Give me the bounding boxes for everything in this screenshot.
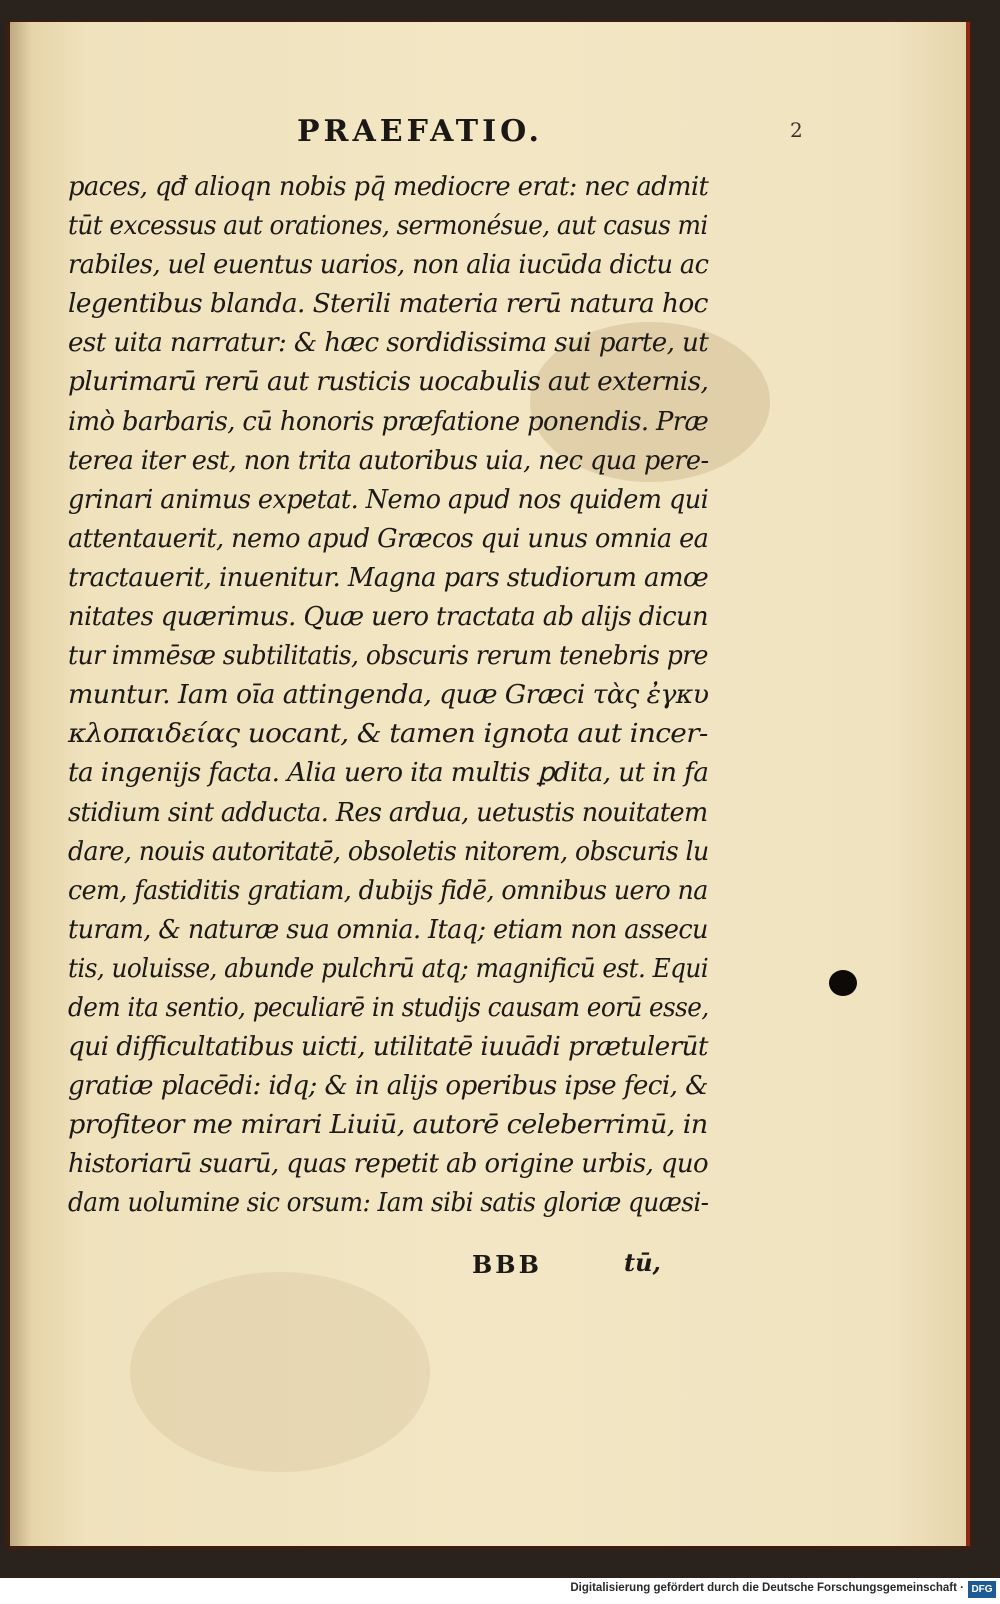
text-line: rabiles, uel euentus uarios, non alia iucūda dictu ac [68, 250, 709, 281]
paper-stain [130, 1272, 430, 1472]
digitization-credit: Digitalisierung gefördert durch die Deutsche Forschungsgemeinschaft · [570, 1582, 964, 1594]
body-text [68, 168, 708, 1224]
text-line: tur immēsæ subtilitatis, obscuris rerum tenebris pre [68, 641, 708, 672]
text-line: stidium sint adducta. Res ardua, uetustis nouitatem [68, 797, 708, 828]
text-line: tis, uoluisse, abunde pulchrū atq; magnificū est. Equi [68, 953, 709, 984]
text-line: profiteor me mirari Liuiū, autorē celeberrimū, in [68, 1110, 708, 1141]
text-line: dare, nouis autoritatē, obsoletis nitorem, obscuris lu [68, 836, 709, 867]
gutter-shadow [10, 22, 32, 1546]
text-line: qui difficultatibus uicti, utilitatē iuuādi prætulerūt [68, 1032, 708, 1063]
text-line: gratiæ placēdi: idq; & in alijs operibus ipse feci, & [68, 1071, 708, 1102]
signature-mark: BBB [472, 1250, 542, 1279]
text-line: historiarū suarū, quas repetit ab origine urbis, quo [68, 1149, 709, 1180]
book-page [10, 22, 970, 1546]
running-title: PRAEFATIO. [297, 114, 543, 149]
text-line: attentauerit, nemo apud Græcos qui unus omnia ea [68, 523, 709, 554]
text-line: κλοπαιδείας uocant, & tamen ignota aut incer- [68, 719, 708, 750]
text-line: tractauerit, inuenitur. Magna pars studiorum amœ [68, 562, 709, 593]
text-line: plurimarū rerū aut rusticis uocabulis aut externis, [68, 367, 709, 398]
text-line: dam uolumine sic orsum: Iam sibi satis gloriæ quæsi- [68, 1188, 709, 1219]
text-line: dem ita sentio, peculiarē in studijs causam eorū esse, [68, 992, 709, 1023]
credit-bar [0, 1578, 1000, 1604]
ink-blot [829, 970, 857, 996]
text-line: imò barbaris, cū honoris præfatione ponendis. Præ [68, 406, 709, 437]
text-line: turam, & naturæ sua omnia. Itaq; etiam non assecu [68, 914, 708, 945]
text-line: legentibus blanda. Sterili materia rerū natura hoc [68, 289, 708, 320]
text-line: grinari animus expetat. Nemo apud nos quidem qui [68, 484, 709, 515]
text-line: nitates quærimus. Quæ uero tractata ab alijs dicun [68, 602, 709, 633]
dfg-logo: DFG [968, 1581, 996, 1598]
text-line: muntur. Iam oīa attingenda, quæ Græci τὰς ἐγκυ [68, 680, 709, 711]
text-line: est uita narratur: & hæc sordidissima sui parte, ut [68, 328, 709, 359]
text-line: paces, qđ alioqn nobis pq̄ mediocre erat: nec admit [68, 172, 709, 202]
text-line: cem, fastiditis gratiam, dubijs fidē, omnibus uero na [68, 875, 708, 906]
text-line: tūt excessus aut orationes, sermonésue, aut casus mi [68, 211, 708, 242]
corner-mark: 2 [790, 118, 803, 142]
catchword: tū, [624, 1248, 661, 1277]
text-line: ta ingenijs facta. Alia uero ita multis ꝑdita, ut in fa [68, 758, 709, 789]
text-line: terea iter est, non trita autoribus uia, nec qua pere- [68, 445, 709, 476]
